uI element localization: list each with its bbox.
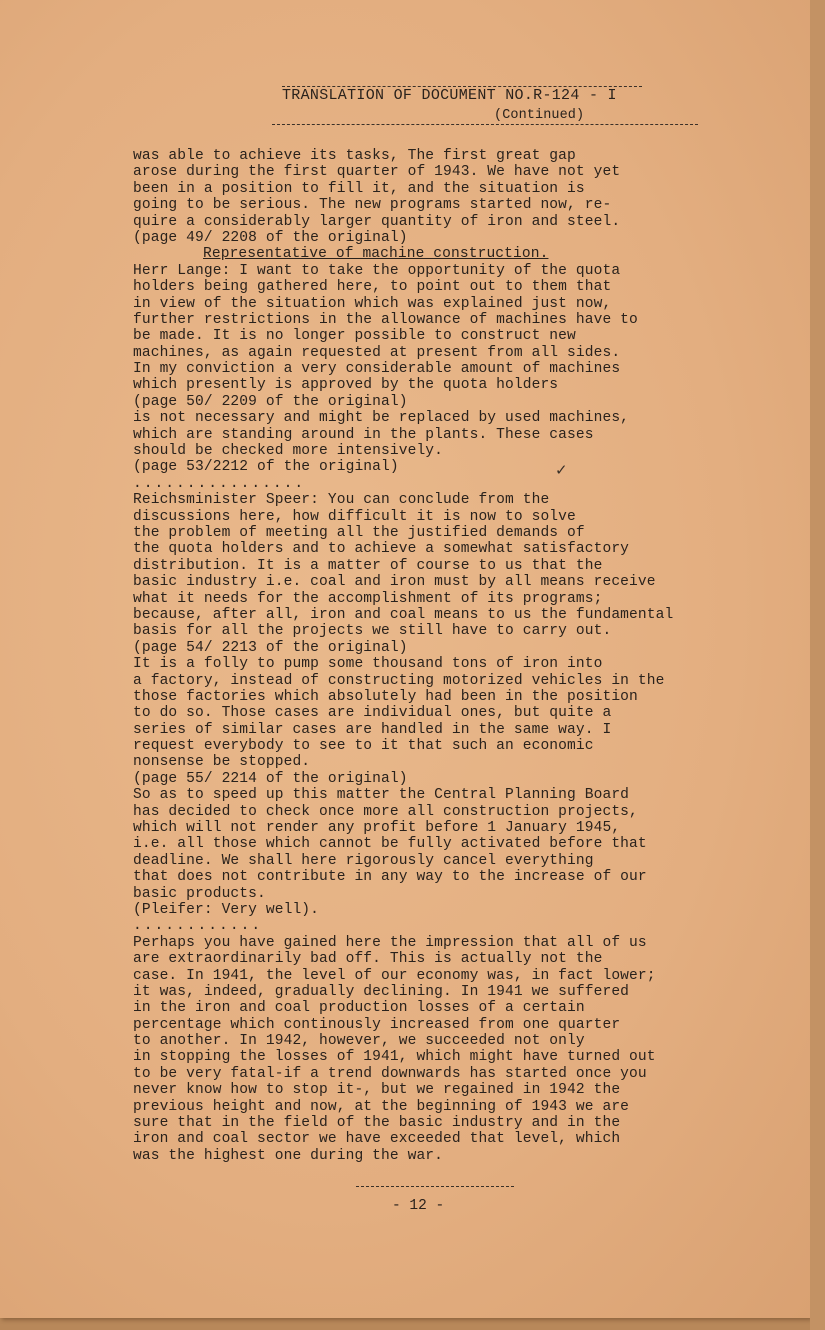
text-line: (Pleifer: Very well). xyxy=(133,901,320,918)
text-line: So as to speed up this matter the Central Planning Board xyxy=(133,787,630,804)
document-continued-label: (Continued) xyxy=(494,108,585,123)
text-line: to be very fatal-if a trend downwards has started once you xyxy=(133,1065,647,1082)
text-line: are extraordinarily bad off. This is actually not the xyxy=(133,951,603,968)
text-line: deadline. We shall here rigorously cancel everything xyxy=(133,852,594,869)
text-line: quire a considerably larger quantity of iron and steel. xyxy=(133,213,621,230)
text-line: (page 54/ 2213 of the original) xyxy=(133,639,408,656)
text-line: Perhaps you have gained here the impression that all of us xyxy=(133,934,647,951)
text-line: going to be serious. The new programs started now, re- xyxy=(133,197,612,214)
text-line: nonsense be stopped. xyxy=(133,754,311,771)
text-line: which presently is approved by the quota holders xyxy=(133,377,559,394)
text-line: in view of the situation which was explained just now, xyxy=(133,295,612,312)
text-line: was able to achieve its tasks, The first great gap xyxy=(133,148,576,164)
dotted-separator: ............ xyxy=(133,918,263,935)
text-line: In my conviction a very considerable amount of machines xyxy=(133,361,621,378)
section-heading: Representative of machine construction. xyxy=(203,246,549,263)
text-line: request everybody to see to it that such an economic xyxy=(133,738,594,755)
text-line: basic industry i.e. coal and iron must by all means receive xyxy=(133,574,656,591)
text-line: (page 49/ 2208 of the original) xyxy=(133,229,408,246)
text-line: never know how to stop it-, but we regained in 1942 the xyxy=(133,1082,621,1099)
text-line: to do so. Those cases are individual ones, but quite a xyxy=(133,705,612,722)
text-line: the problem of meeting all the justified demands of xyxy=(133,524,585,541)
text-line: in the iron and coal production losses of a certain xyxy=(133,1000,585,1017)
text-line: those factories which absolutely had been in the position xyxy=(133,688,638,705)
text-line: arose during the first quarter of 1943. We have not yet xyxy=(133,164,621,181)
text-line: basis for all the projects we still have to carry out. xyxy=(133,623,612,640)
text-line: percentage which continously increased from one quarter xyxy=(133,1016,621,1033)
text-line: should be checked more intensively. xyxy=(133,443,444,460)
text-line: to another. In 1942, however, we succeeded not only xyxy=(133,1033,585,1050)
text-line: (page 55/ 2214 of the original) xyxy=(133,770,408,787)
text-line: basic products. xyxy=(133,885,266,902)
text-line: Reichsminister Speer: You can conclude from the xyxy=(133,492,550,509)
footer-rule xyxy=(356,1186,514,1187)
text-line: that does not contribute in any way to the increase of our xyxy=(133,869,647,886)
text-line: be made. It is no longer possible to construct new xyxy=(133,328,576,345)
text-line: i.e. all those which cannot be fully activated before that xyxy=(133,836,647,853)
document-title: TRANSLATION OF DOCUMENT NO.R-124 - I xyxy=(282,87,617,104)
text-line: a factory, instead of constructing motorized vehicles in the xyxy=(133,672,665,689)
text-line: machines, as again requested at present from all sides. xyxy=(133,344,621,361)
text-line: Herr Lange: I want to take the opportunity of the quota xyxy=(133,262,621,279)
text-line: what it needs for the accomplishment of its programs; xyxy=(133,590,603,607)
text-line: it was, indeed, gradually declining. In 1941 we suffered xyxy=(133,983,630,1000)
text-line: was the highest one during the war. xyxy=(133,1147,444,1164)
text-line: distribution. It is a matter of course to us that the xyxy=(133,557,603,574)
text-line: been in a position to fill it, and the situation is xyxy=(133,180,585,197)
page-number: - 12 - xyxy=(392,1198,445,1214)
text-line: discussions here, how difficult it is now to solve xyxy=(133,508,576,525)
text-line: It is a folly to pump some thousand tons of iron into xyxy=(133,656,603,673)
text-line: further restrictions in the allowance of machines have to xyxy=(133,311,638,328)
text-line: (page 53/2212 of the original) xyxy=(133,459,399,476)
text-line: iron and coal sector we have exceeded that level, which xyxy=(133,1131,621,1148)
text-line: holders being gathered here, to point out to them that xyxy=(133,279,612,296)
checkmark: ✓ xyxy=(555,461,568,479)
text-line: because, after all, iron and coal means to us the fundamental xyxy=(133,606,674,623)
text-line: series of similar cases are handled in the same way. I xyxy=(133,721,612,738)
page-edge xyxy=(810,0,825,1330)
text-line: is not necessary and might be replaced by used machines, xyxy=(133,410,630,427)
text-line: has decided to check once more all construction projects, xyxy=(133,803,638,820)
text-line: in stopping the losses of 1941, which might have turned out xyxy=(133,1049,656,1066)
header-bottom-rule xyxy=(272,124,698,127)
text-line: which will not render any profit before 1 January 1945, xyxy=(133,820,621,837)
text-line: (page 50/ 2209 of the original) xyxy=(133,393,408,410)
text-line: sure that in the field of the basic industry and in the xyxy=(133,1115,621,1132)
text-line: which are standing around in the plants. These cases xyxy=(133,426,594,443)
text-line: case. In 1941, the level of our economy was, in fact lower; xyxy=(133,967,656,984)
dotted-separator: ................ xyxy=(133,475,306,492)
text-line: the quota holders and to achieve a somewhat satisfactory xyxy=(133,541,630,558)
document-body xyxy=(133,148,773,1164)
text-line: previous height and now, at the beginning of 1943 we are xyxy=(133,1098,630,1115)
